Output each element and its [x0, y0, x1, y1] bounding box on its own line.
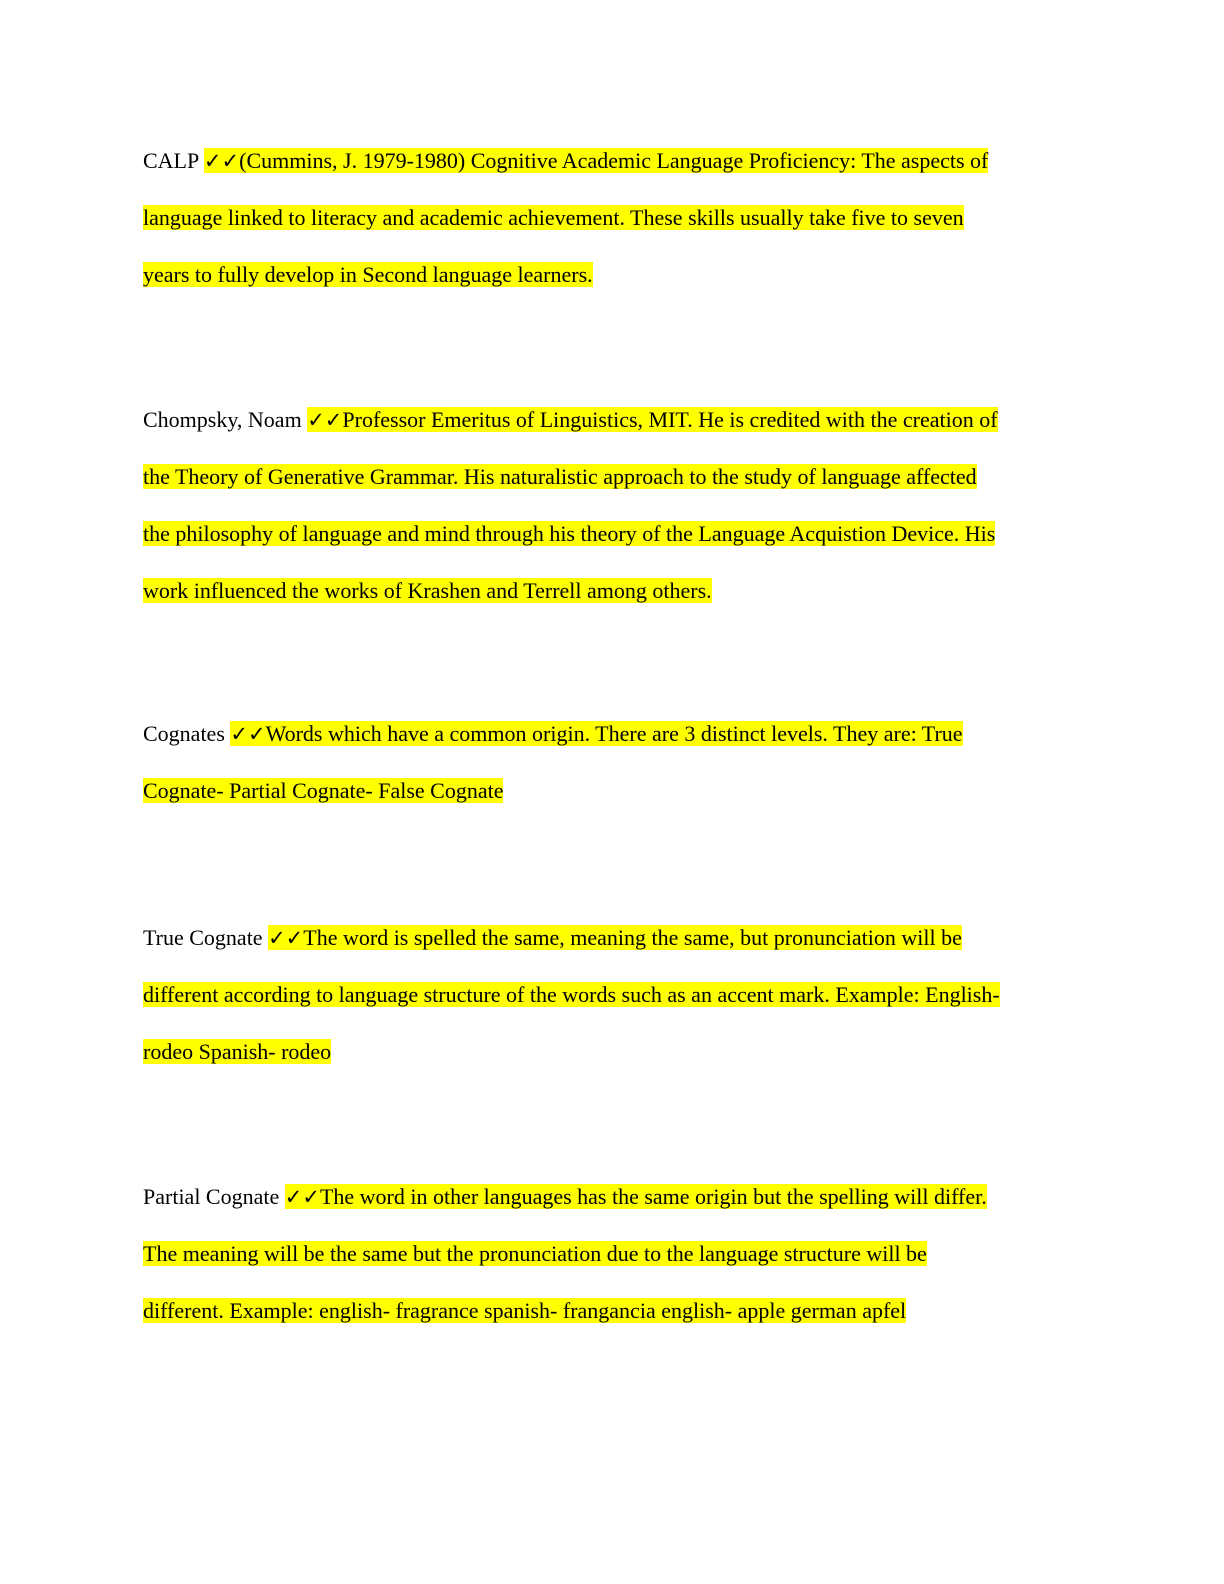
entry-definition-line: The word is spelled the same, meaning the same, but pronunciation will be: [303, 925, 962, 950]
entry-definition-line: years to fully develop in Second language learners.: [143, 262, 593, 287]
entry-definition-line: rodeo Spanish- rodeo: [143, 1039, 332, 1064]
glossary-entry-chompsky: [143, 391, 1083, 619]
entry-definition-line: the philosophy of language and mind through his theory of the Language Acquistion Device. His: [143, 521, 996, 546]
glossary-entry-true-cognate: [143, 909, 1083, 1080]
entry-first-line: [143, 705, 1083, 762]
entry-term: CALP: [143, 148, 204, 173]
entry-definition-line: language linked to literacy and academic achievement. These skills usually take five to seven: [143, 205, 964, 230]
entry-definition-line: The word in other languages has the same origin but the spelling will differ.: [319, 1184, 987, 1209]
glossary-entry-partial-cognate: [143, 1168, 1083, 1339]
glossary-entry-cognates: [143, 705, 1083, 819]
double-check-icon: ✓✓: [268, 926, 304, 950]
entry-term: Cognates: [143, 721, 231, 746]
double-check-icon: ✓✓: [307, 408, 343, 432]
entry-definition-line: Words which have a common origin. There are 3 distinct levels. They are: True: [265, 721, 963, 746]
entry-term: True Cognate: [143, 925, 269, 950]
entry-first-line: [143, 1168, 1083, 1225]
entry-first-line: [143, 391, 1083, 448]
entry-definition-line: different according to language structure of the words such as an accent mark. Example: English-: [143, 982, 1000, 1007]
glossary-entry-calp: [143, 132, 1083, 303]
entry-definition-line: the Theory of Generative Grammar. His naturalistic approach to the study of language affected: [143, 464, 977, 489]
double-check-icon: ✓✓: [284, 1185, 320, 1209]
entry-definition-line: different. Example: english- fragrance spanish- frangancia english- apple german apfel: [143, 1298, 907, 1323]
entry-first-line: [143, 909, 1083, 966]
entry-definition-line: work influenced the works of Krashen and Terrell among others.: [143, 578, 712, 603]
entry-term: Partial Cognate: [143, 1184, 285, 1209]
entry-definition-line: The meaning will be the same but the pronunciation due to the language structure will be: [143, 1241, 927, 1266]
entry-definition-line: Professor Emeritus of Linguistics, MIT. He is credited with the creation of: [342, 407, 998, 432]
double-check-icon: ✓✓: [203, 149, 240, 173]
entry-definition-line: (Cummins, J. 1979-1980) Cognitive Academic Language Proficiency: The aspects of: [239, 148, 989, 173]
entry-definition-line: Cognate- Partial Cognate- False Cognate: [143, 778, 504, 803]
double-check-icon: ✓✓: [230, 722, 266, 746]
entry-term: Chompsky, Noam: [143, 407, 308, 432]
entry-first-line: [143, 132, 1083, 189]
